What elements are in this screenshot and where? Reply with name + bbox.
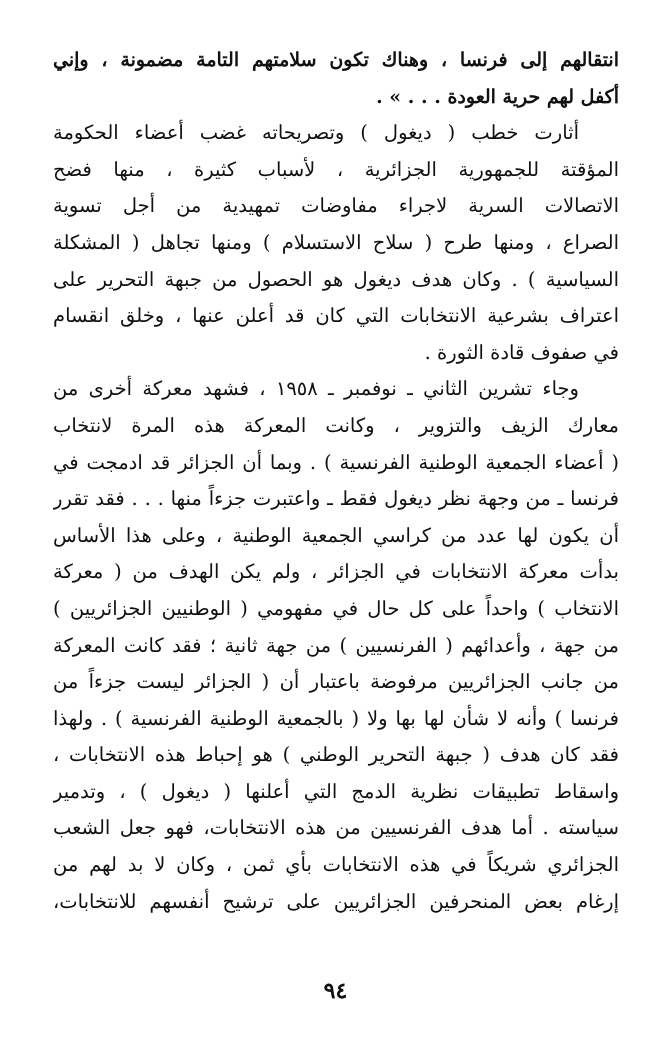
text-line: إرغام بعض المنحرفين الجزائريين على ترشيح أنفسهم للانتخابات، xyxy=(53,889,619,913)
text-line: بدأت معركة الانتخابات في الجزائر ، ولم يكن الهدف من ( معركة xyxy=(53,560,619,584)
text-line: فرنسا ـ من وجهة نظر ديغول فقط ـ واعتبرت جزءاً منها . . . فقد تقرر xyxy=(53,487,619,511)
text-line: الاتصالات السرية لاجراء مفاوضات تمهيدية من أجل تسوية xyxy=(53,194,619,218)
page-number: ٩٤ xyxy=(323,978,348,1004)
text-line: ( أعضاء الجمعية الوطنية الفرنسية ) . وبما أن الجزائر قد ادمجت في xyxy=(53,450,619,474)
text-line: من جانب الجزائريين مرفوضة باعتبار أن ( الجزائر ليست جزءاً من xyxy=(53,670,619,694)
text-line: الجزائري شريكاً في هذه الانتخابات بأي ثمن ، وكان لا بد لهم من xyxy=(53,853,619,877)
text-line: من جهة ، وأعدائهم ( الفرنسيين ) من جهة ثانية ؛ فقد كانت المعركة xyxy=(53,633,619,657)
text-line: وجاء تشرين الثاني ـ نوفمبر ـ ١٩٥٨ ، فشهد معركة أخرى من xyxy=(53,377,579,401)
page-body-text xyxy=(53,42,619,920)
text-line: أن يكون لها عدد من كراسي الجمعية الوطنية ، وعلى هذا الأساس xyxy=(53,523,619,547)
text-line: أكفل لهم حرية العودة . . . » . xyxy=(376,85,619,108)
text-line: الانتخاب ) واحداً على كل حال في مفهومي ( الوطنيين الجزائريين ) xyxy=(53,596,619,620)
text-line: في صفوف قادة الثورة . xyxy=(424,340,619,364)
text-line: واسقاط تطبيقات نظرية الدمج التي أعلنها ( ديغول ) ، وتدمير xyxy=(53,779,619,803)
text-line: أثارت خطب ( ديغول ) وتصريحاته غضب أعضاء الحكومة xyxy=(53,121,579,145)
text-line: فقد كان هدف ( جبهة التحرير الوطني ) هو إحباط هذه الانتخابات ، xyxy=(53,743,619,767)
text-line: المؤقتة للجمهورية الجزائرية ، لأسباب كثيرة ، منها فضح xyxy=(53,157,619,181)
text-line: سياسته . أما هدف الفرنسيين من هذه الانتخابات، فهو جعل الشعب xyxy=(53,816,619,840)
text-line: السياسية ) . وكان هدف ديغول هو الحصول من جبهة التحرير على xyxy=(53,267,619,291)
text-line: الصراع ، ومنها طرح ( سلاح الاستسلام ) ومنها تجاهل ( المشكلة xyxy=(53,230,619,254)
text-line: اعتراف بشرعية الانتخابات التي كان قد أعلن عنها ، وخلق انقسام xyxy=(53,304,619,328)
text-line: فرنسا ) وأنه لا شأن لها بها ولا ( بالجمعية الوطنية الفرنسية ) . ولهذا xyxy=(53,706,619,730)
text-line: معارك الزيف والتزوير ، وكانت المعركة هذه المرة لانتخاب xyxy=(53,413,619,437)
text-line: انتقالهم إلى فرنسا ، وهناك تكون سلامتهم التامة مضمونة ، وإني xyxy=(53,49,619,71)
